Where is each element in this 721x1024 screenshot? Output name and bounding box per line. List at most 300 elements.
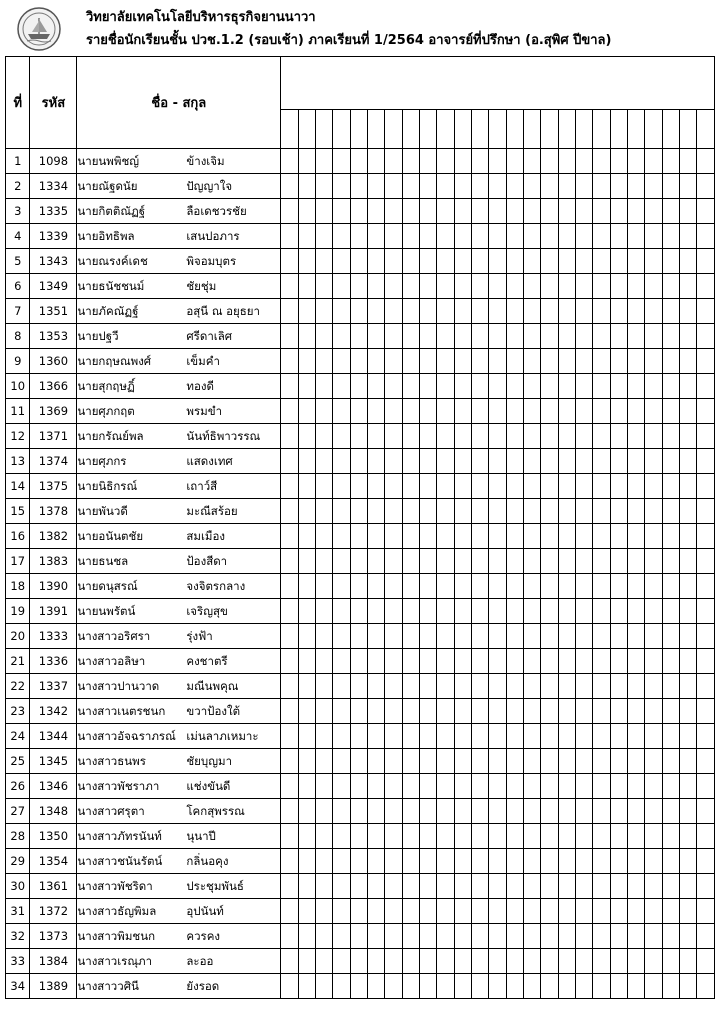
- empty-grid-cell: [454, 749, 471, 774]
- empty-grid-cell: [575, 949, 592, 974]
- empty-grid-cell: [367, 649, 384, 674]
- table-row: [6, 874, 715, 899]
- student-last-name: กลิ่นอคุง: [186, 854, 229, 868]
- empty-grid-cell: [419, 249, 436, 274]
- empty-grid-cell: [367, 424, 384, 449]
- table-row: [6, 599, 715, 624]
- student-last-name: ขวาป้องใต้: [186, 704, 241, 718]
- empty-grid-cell: [315, 274, 332, 299]
- empty-grid-cell: [575, 799, 592, 824]
- empty-grid-cell: [419, 674, 436, 699]
- empty-grid-cell: [610, 474, 627, 499]
- empty-grid-cell: [558, 499, 575, 524]
- empty-grid-cell: [419, 724, 436, 749]
- student-id: 1351: [30, 299, 77, 324]
- empty-grid-cell: [402, 374, 419, 399]
- empty-grid-cell: [333, 674, 350, 699]
- empty-grid-cell: [645, 499, 662, 524]
- empty-grid-cell: [454, 549, 471, 574]
- empty-grid-cell: [558, 424, 575, 449]
- empty-grid-cell: [523, 774, 540, 799]
- empty-grid-cell: [610, 374, 627, 399]
- empty-grid-cell: [489, 149, 506, 174]
- empty-grid-cell: [350, 624, 367, 649]
- empty-grid-cell: [593, 474, 610, 499]
- empty-grid-cell: [419, 149, 436, 174]
- empty-grid-cell: [627, 149, 644, 174]
- student-full-name: [77, 874, 281, 899]
- empty-grid-cell: [471, 799, 488, 824]
- empty-grid-cell: [281, 374, 298, 399]
- empty-grid-cell: [679, 824, 696, 849]
- empty-grid-cell: [471, 149, 488, 174]
- empty-grid-cell: [298, 849, 315, 874]
- empty-grid-cell: [558, 549, 575, 574]
- empty-grid-cell: [315, 599, 332, 624]
- empty-grid-cell: [281, 899, 298, 924]
- empty-grid-cell: [662, 524, 679, 549]
- empty-grid-cell: [315, 174, 332, 199]
- empty-grid-cell: [298, 924, 315, 949]
- empty-grid-cell: [610, 824, 627, 849]
- student-full-name: [77, 374, 281, 399]
- row-number: 2: [6, 174, 30, 199]
- header-grid-cell: [489, 110, 506, 149]
- empty-grid-cell: [385, 774, 402, 799]
- empty-grid-cell: [419, 499, 436, 524]
- empty-grid-cell: [627, 799, 644, 824]
- empty-grid-cell: [437, 799, 454, 824]
- empty-grid-cell: [593, 849, 610, 874]
- empty-grid-cell: [575, 274, 592, 299]
- empty-grid-cell: [627, 549, 644, 574]
- student-id: 1336: [30, 649, 77, 674]
- empty-grid-cell: [610, 924, 627, 949]
- empty-grid-cell: [333, 374, 350, 399]
- empty-grid-cell: [593, 624, 610, 649]
- empty-grid-cell: [506, 599, 523, 624]
- empty-grid-cell: [575, 249, 592, 274]
- empty-grid-cell: [471, 324, 488, 349]
- empty-grid-cell: [350, 324, 367, 349]
- empty-grid-cell: [610, 274, 627, 299]
- empty-grid-cell: [558, 474, 575, 499]
- empty-grid-cell: [558, 949, 575, 974]
- empty-grid-cell: [697, 474, 715, 499]
- empty-grid-cell: [333, 699, 350, 724]
- empty-grid-cell: [471, 674, 488, 699]
- empty-grid-cell: [523, 724, 540, 749]
- empty-grid-cell: [385, 299, 402, 324]
- empty-grid-cell: [385, 699, 402, 724]
- empty-grid-cell: [402, 624, 419, 649]
- empty-grid-cell: [506, 624, 523, 649]
- empty-grid-cell: [541, 299, 558, 324]
- empty-grid-cell: [679, 499, 696, 524]
- empty-grid-cell: [402, 574, 419, 599]
- student-first-name: นายนพรัตน์: [77, 604, 136, 618]
- empty-grid-cell: [645, 524, 662, 549]
- empty-grid-cell: [437, 949, 454, 974]
- student-first-name: นายปฐวี: [77, 329, 119, 343]
- empty-grid-cell: [679, 524, 696, 549]
- empty-grid-cell: [281, 399, 298, 424]
- empty-grid-cell: [558, 599, 575, 624]
- empty-grid-cell: [627, 949, 644, 974]
- empty-grid-cell: [437, 299, 454, 324]
- empty-grid-cell: [298, 349, 315, 374]
- empty-grid-cell: [679, 674, 696, 699]
- empty-grid-cell: [645, 149, 662, 174]
- empty-grid-cell: [558, 974, 575, 999]
- empty-grid-cell: [350, 349, 367, 374]
- empty-grid-cell: [298, 474, 315, 499]
- row-number: 33: [6, 949, 30, 974]
- student-id: 1342: [30, 699, 77, 724]
- row-number: 9: [6, 349, 30, 374]
- student-id: 1382: [30, 524, 77, 549]
- table-row: [6, 749, 715, 774]
- empty-grid-cell: [385, 149, 402, 174]
- empty-grid-cell: [281, 224, 298, 249]
- empty-grid-cell: [333, 849, 350, 874]
- empty-grid-cell: [679, 724, 696, 749]
- empty-grid-cell: [419, 199, 436, 224]
- empty-grid-cell: [679, 599, 696, 624]
- empty-grid-cell: [523, 624, 540, 649]
- empty-grid-cell: [627, 749, 644, 774]
- empty-grid-cell: [298, 224, 315, 249]
- empty-grid-cell: [489, 799, 506, 824]
- empty-grid-cell: [350, 449, 367, 474]
- empty-grid-cell: [333, 299, 350, 324]
- empty-grid-cell: [367, 199, 384, 224]
- row-number: 6: [6, 274, 30, 299]
- empty-grid-cell: [523, 249, 540, 274]
- empty-grid-cell: [385, 249, 402, 274]
- empty-grid-cell: [575, 224, 592, 249]
- empty-grid-cell: [645, 874, 662, 899]
- empty-grid-cell: [541, 724, 558, 749]
- empty-grid-cell: [662, 724, 679, 749]
- empty-grid-cell: [679, 774, 696, 799]
- student-first-name: นางสาวอริศรา: [77, 629, 151, 643]
- empty-grid-cell: [367, 224, 384, 249]
- empty-grid-cell: [402, 424, 419, 449]
- empty-grid-cell: [558, 524, 575, 549]
- empty-grid-cell: [662, 749, 679, 774]
- empty-grid-cell: [506, 874, 523, 899]
- empty-grid-cell: [367, 699, 384, 724]
- table-row: [6, 549, 715, 574]
- empty-grid-cell: [350, 724, 367, 749]
- empty-grid-cell: [315, 549, 332, 574]
- empty-grid-cell: [333, 749, 350, 774]
- empty-grid-cell: [541, 949, 558, 974]
- table-row: [6, 974, 715, 999]
- empty-grid-cell: [350, 399, 367, 424]
- empty-grid-cell: [697, 324, 715, 349]
- empty-grid-cell: [350, 224, 367, 249]
- empty-grid-cell: [558, 724, 575, 749]
- empty-grid-cell: [489, 849, 506, 874]
- empty-grid-cell: [575, 424, 592, 449]
- empty-grid-cell: [523, 649, 540, 674]
- empty-grid-cell: [697, 974, 715, 999]
- empty-grid-cell: [645, 599, 662, 624]
- table-row: [6, 449, 715, 474]
- empty-grid-cell: [419, 874, 436, 899]
- header-grid-cell: [367, 110, 384, 149]
- empty-grid-cell: [679, 224, 696, 249]
- student-full-name: [77, 449, 281, 474]
- empty-grid-cell: [419, 824, 436, 849]
- student-first-name: นางสาวศรุตา: [77, 804, 145, 818]
- empty-grid-cell: [662, 199, 679, 224]
- empty-grid-cell: [385, 349, 402, 374]
- empty-grid-cell: [437, 199, 454, 224]
- empty-grid-cell: [679, 424, 696, 449]
- student-first-name: นายกิตติณัฏฐ์: [77, 204, 146, 218]
- empty-grid-cell: [489, 674, 506, 699]
- empty-grid-cell: [437, 274, 454, 299]
- empty-grid-cell: [523, 174, 540, 199]
- empty-grid-cell: [454, 924, 471, 949]
- header-grid-cell: [506, 110, 523, 149]
- empty-grid-cell: [454, 674, 471, 699]
- empty-grid-cell: [558, 899, 575, 924]
- empty-grid-cell: [471, 874, 488, 899]
- empty-grid-cell: [523, 224, 540, 249]
- empty-grid-cell: [385, 174, 402, 199]
- student-full-name: [77, 424, 281, 449]
- header-grid-cell: [385, 110, 402, 149]
- student-full-name: [77, 249, 281, 274]
- empty-grid-cell: [541, 274, 558, 299]
- empty-grid-cell: [471, 274, 488, 299]
- empty-grid-cell: [298, 324, 315, 349]
- empty-grid-cell: [575, 499, 592, 524]
- empty-grid-cell: [471, 849, 488, 874]
- empty-grid-cell: [645, 899, 662, 924]
- empty-grid-cell: [679, 474, 696, 499]
- empty-grid-cell: [437, 324, 454, 349]
- empty-grid-cell: [523, 524, 540, 549]
- empty-grid-cell: [610, 899, 627, 924]
- empty-grid-cell: [575, 974, 592, 999]
- empty-grid-cell: [367, 949, 384, 974]
- empty-grid-cell: [627, 324, 644, 349]
- student-last-name: ลือเดชวรชัย: [186, 204, 247, 218]
- empty-grid-cell: [627, 399, 644, 424]
- empty-grid-cell: [662, 224, 679, 249]
- empty-grid-cell: [679, 799, 696, 824]
- empty-grid-cell: [541, 924, 558, 949]
- empty-grid-cell: [350, 824, 367, 849]
- empty-grid-cell: [489, 299, 506, 324]
- empty-grid-cell: [593, 249, 610, 274]
- empty-grid-cell: [281, 274, 298, 299]
- empty-grid-cell: [627, 724, 644, 749]
- empty-grid-cell: [558, 774, 575, 799]
- empty-grid-cell: [645, 274, 662, 299]
- empty-grid-cell: [419, 449, 436, 474]
- empty-grid-cell: [315, 824, 332, 849]
- empty-grid-cell: [645, 374, 662, 399]
- empty-grid-cell: [506, 149, 523, 174]
- empty-grid-cell: [627, 699, 644, 724]
- row-number: 27: [6, 799, 30, 824]
- empty-grid-cell: [627, 624, 644, 649]
- empty-grid-cell: [506, 249, 523, 274]
- empty-grid-cell: [454, 824, 471, 849]
- empty-grid-cell: [419, 524, 436, 549]
- empty-grid-cell: [697, 274, 715, 299]
- empty-grid-cell: [471, 949, 488, 974]
- empty-grid-cell: [523, 699, 540, 724]
- empty-grid-cell: [627, 574, 644, 599]
- empty-grid-cell: [610, 724, 627, 749]
- empty-grid-cell: [575, 574, 592, 599]
- empty-grid-cell: [298, 449, 315, 474]
- row-number: 8: [6, 324, 30, 349]
- student-first-name: นายศุภกร: [77, 454, 127, 468]
- empty-grid-cell: [593, 874, 610, 899]
- empty-grid-cell: [489, 949, 506, 974]
- table-row: [6, 224, 715, 249]
- empty-grid-cell: [454, 224, 471, 249]
- empty-grid-cell: [575, 449, 592, 474]
- empty-grid-cell: [437, 474, 454, 499]
- empty-grid-cell: [627, 374, 644, 399]
- empty-grid-cell: [489, 499, 506, 524]
- empty-grid-cell: [315, 974, 332, 999]
- empty-grid-cell: [471, 299, 488, 324]
- empty-grid-cell: [575, 374, 592, 399]
- student-full-name: [77, 724, 281, 749]
- empty-grid-cell: [523, 874, 540, 899]
- empty-grid-cell: [541, 774, 558, 799]
- empty-grid-cell: [385, 499, 402, 524]
- empty-grid-cell: [679, 874, 696, 899]
- empty-grid-cell: [627, 249, 644, 274]
- empty-grid-cell: [575, 674, 592, 699]
- empty-grid-cell: [402, 924, 419, 949]
- student-id: 1378: [30, 499, 77, 524]
- empty-grid-cell: [697, 774, 715, 799]
- empty-grid-cell: [575, 474, 592, 499]
- empty-grid-cell: [541, 574, 558, 599]
- empty-grid-cell: [333, 774, 350, 799]
- empty-grid-cell: [333, 224, 350, 249]
- empty-grid-cell: [610, 424, 627, 449]
- empty-grid-cell: [610, 249, 627, 274]
- empty-grid-cell: [402, 774, 419, 799]
- student-id: 1335: [30, 199, 77, 224]
- student-first-name: นางสาววศินี: [77, 979, 139, 993]
- empty-grid-cell: [541, 849, 558, 874]
- empty-grid-cell: [315, 424, 332, 449]
- student-last-name: ทองดี: [186, 379, 214, 393]
- empty-grid-cell: [697, 624, 715, 649]
- empty-grid-cell: [593, 649, 610, 674]
- empty-grid-cell: [298, 549, 315, 574]
- empty-grid-cell: [402, 899, 419, 924]
- empty-grid-cell: [697, 724, 715, 749]
- empty-grid-cell: [471, 599, 488, 624]
- empty-grid-cell: [385, 924, 402, 949]
- empty-grid-cell: [593, 824, 610, 849]
- empty-grid-cell: [558, 799, 575, 824]
- student-full-name: [77, 524, 281, 549]
- empty-grid-cell: [315, 849, 332, 874]
- empty-grid-cell: [593, 299, 610, 324]
- empty-grid-cell: [471, 199, 488, 224]
- empty-grid-cell: [402, 649, 419, 674]
- empty-grid-cell: [627, 499, 644, 524]
- empty-grid-cell: [541, 749, 558, 774]
- table-row: [6, 524, 715, 549]
- empty-grid-cell: [662, 699, 679, 724]
- empty-grid-cell: [575, 774, 592, 799]
- empty-grid-cell: [541, 799, 558, 824]
- empty-grid-cell: [645, 424, 662, 449]
- empty-grid-cell: [697, 899, 715, 924]
- empty-grid-cell: [506, 899, 523, 924]
- student-last-name: แสดงเทศ: [186, 454, 233, 468]
- student-last-name: เถาว์สี: [186, 479, 218, 493]
- empty-grid-cell: [454, 724, 471, 749]
- empty-grid-cell: [541, 974, 558, 999]
- empty-grid-cell: [333, 474, 350, 499]
- empty-grid-cell: [506, 524, 523, 549]
- empty-grid-cell: [402, 224, 419, 249]
- empty-grid-cell: [281, 449, 298, 474]
- empty-grid-cell: [419, 399, 436, 424]
- student-first-name: นายดนุสรณ์: [77, 579, 138, 593]
- empty-grid-cell: [523, 149, 540, 174]
- empty-grid-cell: [367, 299, 384, 324]
- student-first-name: นายอนันตชัย: [77, 529, 144, 543]
- empty-grid-cell: [437, 749, 454, 774]
- empty-grid-cell: [523, 974, 540, 999]
- empty-grid-cell: [610, 349, 627, 374]
- empty-grid-cell: [679, 899, 696, 924]
- empty-grid-cell: [385, 424, 402, 449]
- header-grid-cell: [558, 110, 575, 149]
- student-last-name: ชัยชุ่ม: [186, 279, 217, 293]
- student-id: 1349: [30, 274, 77, 299]
- empty-grid-cell: [558, 449, 575, 474]
- empty-grid-cell: [662, 824, 679, 849]
- empty-grid-cell: [437, 249, 454, 274]
- empty-grid-cell: [367, 749, 384, 774]
- empty-grid-cell: [385, 824, 402, 849]
- empty-grid-cell: [541, 249, 558, 274]
- empty-grid-cell: [298, 649, 315, 674]
- empty-grid-cell: [333, 424, 350, 449]
- student-first-name: นางสาวธนพร: [77, 754, 146, 768]
- student-full-name: [77, 649, 281, 674]
- empty-grid-cell: [489, 724, 506, 749]
- header-full-name: ชื่อ - สกุล: [77, 57, 281, 149]
- header-blank-span: [281, 57, 715, 110]
- student-id: 1369: [30, 399, 77, 424]
- empty-grid-cell: [437, 524, 454, 549]
- empty-grid-cell: [697, 949, 715, 974]
- empty-grid-cell: [281, 924, 298, 949]
- row-number: 22: [6, 674, 30, 699]
